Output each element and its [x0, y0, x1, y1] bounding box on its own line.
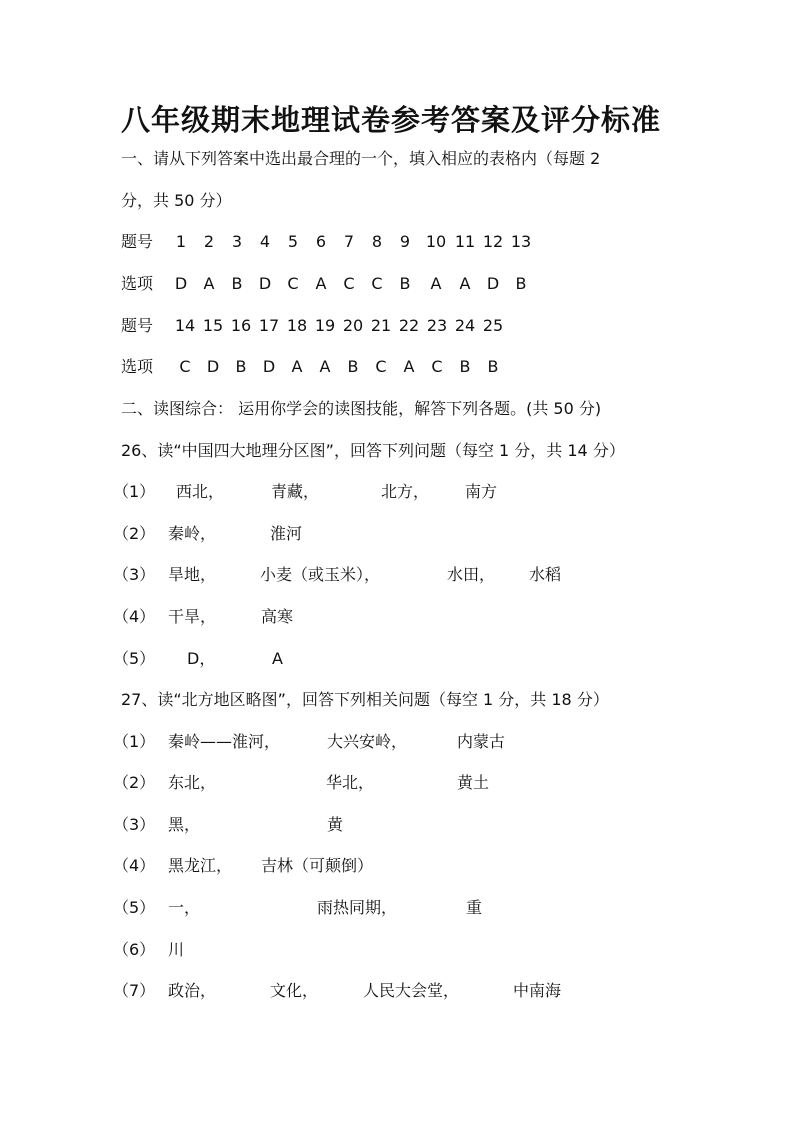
table1-number-cell: 6: [315, 232, 327, 251]
q27-item-number: （7）: [113, 981, 156, 1000]
table1-number-cell: 9: [399, 232, 411, 251]
table2-answer-cell: C: [431, 357, 443, 376]
table2-answer-cell: C: [179, 357, 191, 376]
table1-number-cell: 7: [343, 232, 355, 251]
q27-answer: 雨热同期，: [317, 898, 398, 917]
q26-answer: 水稻: [529, 565, 562, 584]
q26-answer: 淮河: [270, 524, 303, 543]
table1-number-label: 题号: [121, 232, 154, 251]
q26-answer: 旱地，: [168, 565, 217, 584]
table1-number-cell: 10: [425, 232, 447, 251]
table2-answer-cell: B: [459, 357, 471, 376]
table1-number-cell: 13: [510, 232, 532, 251]
table2-number-cell: 25: [482, 316, 504, 335]
q27-answer: 黄: [327, 815, 344, 834]
table1-answer-cell: B: [231, 274, 243, 293]
table1-answer-cell: C: [287, 274, 299, 293]
section2-heading: 二、读图综合： 运用你学会的读图技能，解答下列各题。(共 50 分): [121, 399, 602, 418]
q26-answer: A: [272, 649, 283, 668]
q27-item: [113, 980, 681, 1002]
table1-number-cell: 8: [371, 232, 383, 251]
table1-answer-cell: A: [430, 274, 442, 293]
table1-number-row: [121, 231, 681, 253]
q26-answer: 南方: [465, 482, 498, 501]
table1-answer-cell: A: [315, 274, 327, 293]
q26-answer: 水田，: [447, 565, 496, 584]
section1-heading-line1: 一、请从下列答案中选出最合理的一个，填入相应的表格内（每题 2: [121, 149, 601, 168]
q26-item: [113, 523, 681, 545]
table2-number-cell: 21: [370, 316, 392, 335]
q27-answer: 黑，: [168, 815, 201, 834]
table2-number-row: [121, 315, 681, 337]
q27-item: [113, 897, 681, 919]
table2-number-cell: 22: [398, 316, 420, 335]
table1-answer-cell: B: [399, 274, 411, 293]
q26-item-number: （4）: [113, 607, 156, 626]
q26-answer: 西北，: [176, 482, 225, 501]
table1-answer-label: 选项: [121, 274, 154, 293]
table1-number-cell: 1: [175, 232, 187, 251]
table2-number-cell: 15: [202, 316, 224, 335]
q27-answer: 人民大会堂，: [363, 981, 460, 1000]
q27-item: [113, 772, 681, 794]
table2-number-cell: 24: [454, 316, 476, 335]
q26-item-number: （2）: [113, 524, 156, 543]
q27-answer: 大兴安岭，: [327, 732, 408, 751]
table1-answer-cell: A: [459, 274, 471, 293]
q26-answer: 秦岭，: [168, 524, 217, 543]
q26-answer: 高寒: [261, 607, 294, 626]
q26-answer: D，: [187, 649, 216, 668]
q27-item-number: （2）: [113, 773, 156, 792]
q27-answer: 中南海: [513, 981, 562, 1000]
q27-answer: 东北，: [168, 773, 217, 792]
q26-answer: 北方，: [381, 482, 430, 501]
q26-item-number: （3）: [113, 565, 156, 584]
table2-answer-cell: A: [403, 357, 415, 376]
q27-answer: 黄土: [457, 773, 490, 792]
q27-item-number: （1）: [113, 732, 156, 751]
table1-answer-cell: A: [203, 274, 215, 293]
q27-answer: 一，: [168, 898, 201, 917]
q26-item-number: （1）: [113, 482, 156, 501]
table2-answer-cell: A: [319, 357, 331, 376]
table2-number-cell: 17: [258, 316, 280, 335]
q27-answer: 秦岭——淮河，: [168, 732, 281, 751]
q27-item-number: （6）: [113, 940, 156, 959]
q26-item-number: （5）: [113, 649, 156, 668]
q27-item: [113, 731, 681, 753]
table1-number-cell: 11: [454, 232, 476, 251]
q27-answer: 重: [466, 898, 483, 917]
table1-number-cell: 2: [203, 232, 215, 251]
table2-answer-cell: B: [347, 357, 359, 376]
q27-answer: 文化，: [270, 981, 319, 1000]
table2-number-cell: 16: [230, 316, 252, 335]
q26-item: [113, 564, 681, 586]
table1-answer-cell: C: [371, 274, 383, 293]
table2-answer-row: [121, 356, 681, 378]
q27-answer: 黑龙江，: [168, 856, 233, 875]
table2-answer-cell: B: [235, 357, 247, 376]
table2-number-cell: 18: [286, 316, 308, 335]
table2-number-cell: 20: [342, 316, 364, 335]
table2-answer-cell: D: [262, 357, 276, 376]
table2-answer-cell: D: [206, 357, 220, 376]
q27-answer: 政治，: [168, 981, 217, 1000]
q26-answer: 干旱，: [168, 607, 217, 626]
table1-number-cell: 4: [259, 232, 271, 251]
q27-item: [113, 855, 681, 877]
document-title: 八年级期末地理试卷参考答案及评分标准: [121, 103, 662, 137]
table1-number-cell: 5: [287, 232, 299, 251]
table1-answer-row: [121, 273, 681, 295]
table1-answer-cell: D: [258, 274, 272, 293]
table2-number-cell: 23: [426, 316, 448, 335]
q26-answer: 青藏，: [271, 482, 320, 501]
q26-item: [113, 648, 681, 670]
q27-item: [113, 814, 681, 836]
table2-number-label: 题号: [121, 316, 154, 335]
q26-item: [113, 606, 681, 628]
table2-number-cell: 14: [174, 316, 196, 335]
q26-heading: 26、读“中国四大地理分区图”，回答下列问题（每空 1 分，共 14 分）: [121, 441, 625, 460]
table2-number-cell: 19: [314, 316, 336, 335]
table1-answer-cell: D: [174, 274, 188, 293]
q27-item-number: （3）: [113, 815, 156, 834]
table1-answer-cell: C: [343, 274, 355, 293]
section1-heading-line2: 分，共 50 分）: [121, 191, 232, 210]
table2-answer-cell: A: [291, 357, 303, 376]
q27-heading: 27、读“北方地区略图”，回答下列相关问题（每空 1 分，共 18 分）: [121, 690, 609, 709]
table1-answer-cell: B: [515, 274, 527, 293]
table1-number-cell: 12: [482, 232, 504, 251]
q27-item: [113, 939, 681, 961]
table1-answer-cell: D: [486, 274, 500, 293]
q27-answer: 川: [168, 940, 185, 959]
q26-answer: 小麦（或玉米），: [260, 565, 381, 584]
q27-answer: 华北，: [326, 773, 375, 792]
q27-answer: 吉林（可颠倒）: [261, 856, 374, 875]
table2-answer-cell: B: [487, 357, 499, 376]
table2-answer-cell: C: [375, 357, 387, 376]
table1-number-cell: 3: [231, 232, 243, 251]
q27-item-number: （5）: [113, 898, 156, 917]
q27-item-number: （4）: [113, 856, 156, 875]
table2-answer-label: 选项: [121, 357, 154, 376]
q27-answer: 内蒙古: [457, 732, 506, 751]
q26-item: [113, 481, 681, 503]
